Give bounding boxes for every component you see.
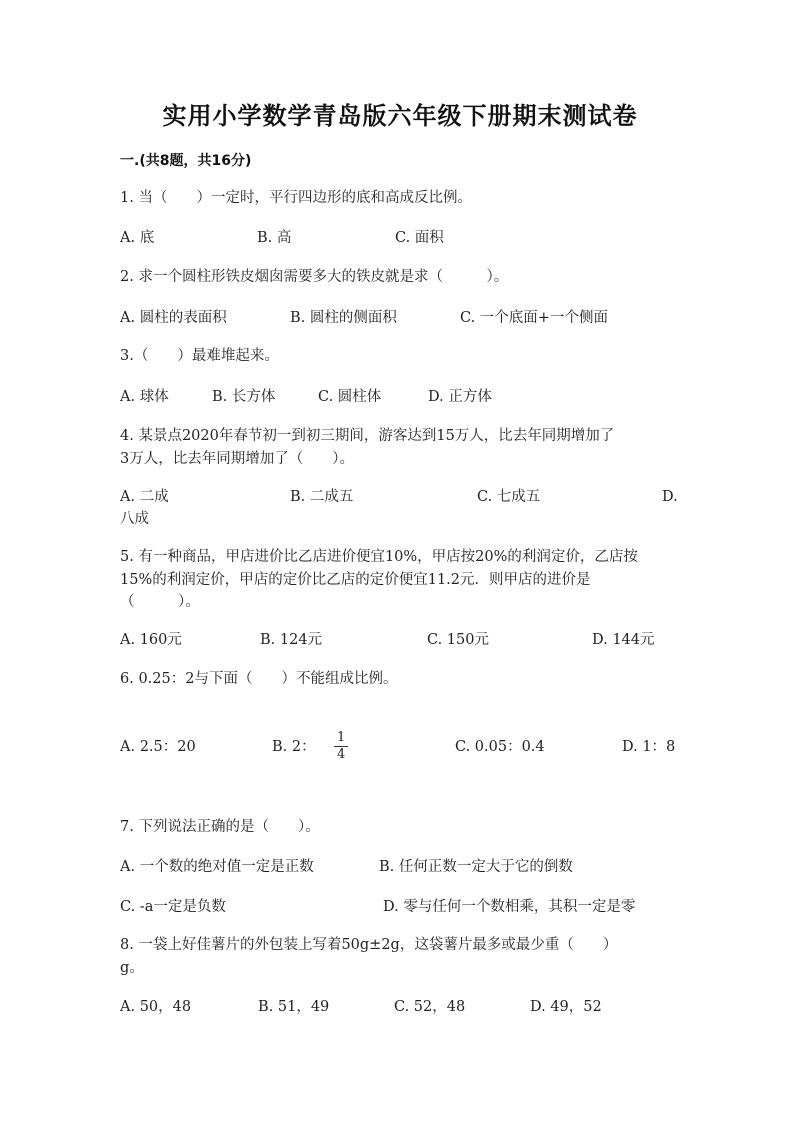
q5-option-a: A. 160元 [120,632,182,648]
q6-option-d: D. 1：8 [622,739,676,755]
q4-option-d-label: D. [662,489,678,505]
q8-option-b: B. 51，49 [258,999,330,1015]
fraction-denominator: 4 [337,747,346,762]
question-8-line-1: 8. 一袋上好佳薯片的外包装上写着50g±2g，这袋薯片最多或最少重（ ） [120,937,618,953]
q1-option-b: B. 高 [257,230,292,246]
q1-option-a: A. 底 [120,230,155,246]
question-8-line-2: g。 [120,960,144,976]
question-5-line-2: 15%的利润定价，甲店的定价比乙店的定价便宜11.2元．则甲店的进价是 [120,572,591,588]
q5-option-d: D. 144元 [592,632,655,648]
question-2: 2. 求一个圆柱形铁皮烟囱需要多大的铁皮就是求（ ）。 [120,269,509,285]
page-title: 实用小学数学青岛版六年级下册期末测试卷 [162,102,638,130]
question-6: 6. 0.25：2与下面（ ）不能组成比例。 [120,671,398,687]
q8-option-d: D. 49，52 [530,999,602,1015]
question-1: 1. 当（ ）一定时，平行四边形的底和高成反比例。 [120,190,472,206]
question-7: 7. 下列说法正确的是（ ）。 [120,819,320,835]
q7-option-d: D. 零与任何一个数相乘，其积一定是零 [383,899,636,915]
q2-option-b: B. 圆柱的侧面积 [290,310,397,326]
q6-option-c: C. 0.05：0.4 [455,739,545,755]
q4-option-c: C. 七成五 [477,489,541,505]
q3-option-a: A. 球体 [120,389,169,405]
q1-option-c: C. 面积 [395,230,444,246]
q8-option-c: C. 52，48 [394,999,466,1015]
q6-option-b-fraction [334,730,348,763]
q6-option-b-prefix: B. 2： [272,739,316,755]
q4-option-b: B. 二成五 [290,489,354,505]
fraction-numerator: 1 [334,730,348,747]
q2-option-c: C. 一个底面+一个侧面 [460,310,608,326]
q5-option-c: C. 150元 [427,632,489,648]
q5-option-b: B. 124元 [260,632,323,648]
q7-option-c: C. -a一定是负数 [120,899,226,915]
q7-option-a: A. 一个数的绝对值一定是正数 [120,859,314,875]
q7-option-b: B. 任何正数一定大于它的倒数 [379,859,573,875]
q6-option-a: A. 2.5：20 [120,739,196,755]
question-5-line-3: （ ）。 [120,594,200,610]
question-4-line-1: 4. 某景点2020年春节初一到初三期间，游客达到15万人，比去年同期增加了 [120,428,615,444]
q2-option-a: A. 圆柱的表面积 [120,310,227,326]
question-5-line-1: 5. 有一种商品，甲店进价比乙店进价便宜10%，甲店按20%的利润定价，乙店按 [120,549,638,565]
question-4-line-2: 3万人，比去年同期增加了（ ）。 [120,451,354,467]
q3-option-d: D. 正方体 [428,389,492,405]
question-3: 3.（ ）最难堆起来。 [120,348,279,364]
q4-option-a: A. 二成 [120,489,169,505]
section-heading: 一.(共8题，共16分) [120,153,252,169]
q3-option-b: B. 长方体 [212,389,276,405]
q8-option-a: A. 50，48 [120,999,192,1015]
q3-option-c: C. 圆柱体 [318,389,382,405]
q4-option-d-text: 八成 [120,511,149,527]
